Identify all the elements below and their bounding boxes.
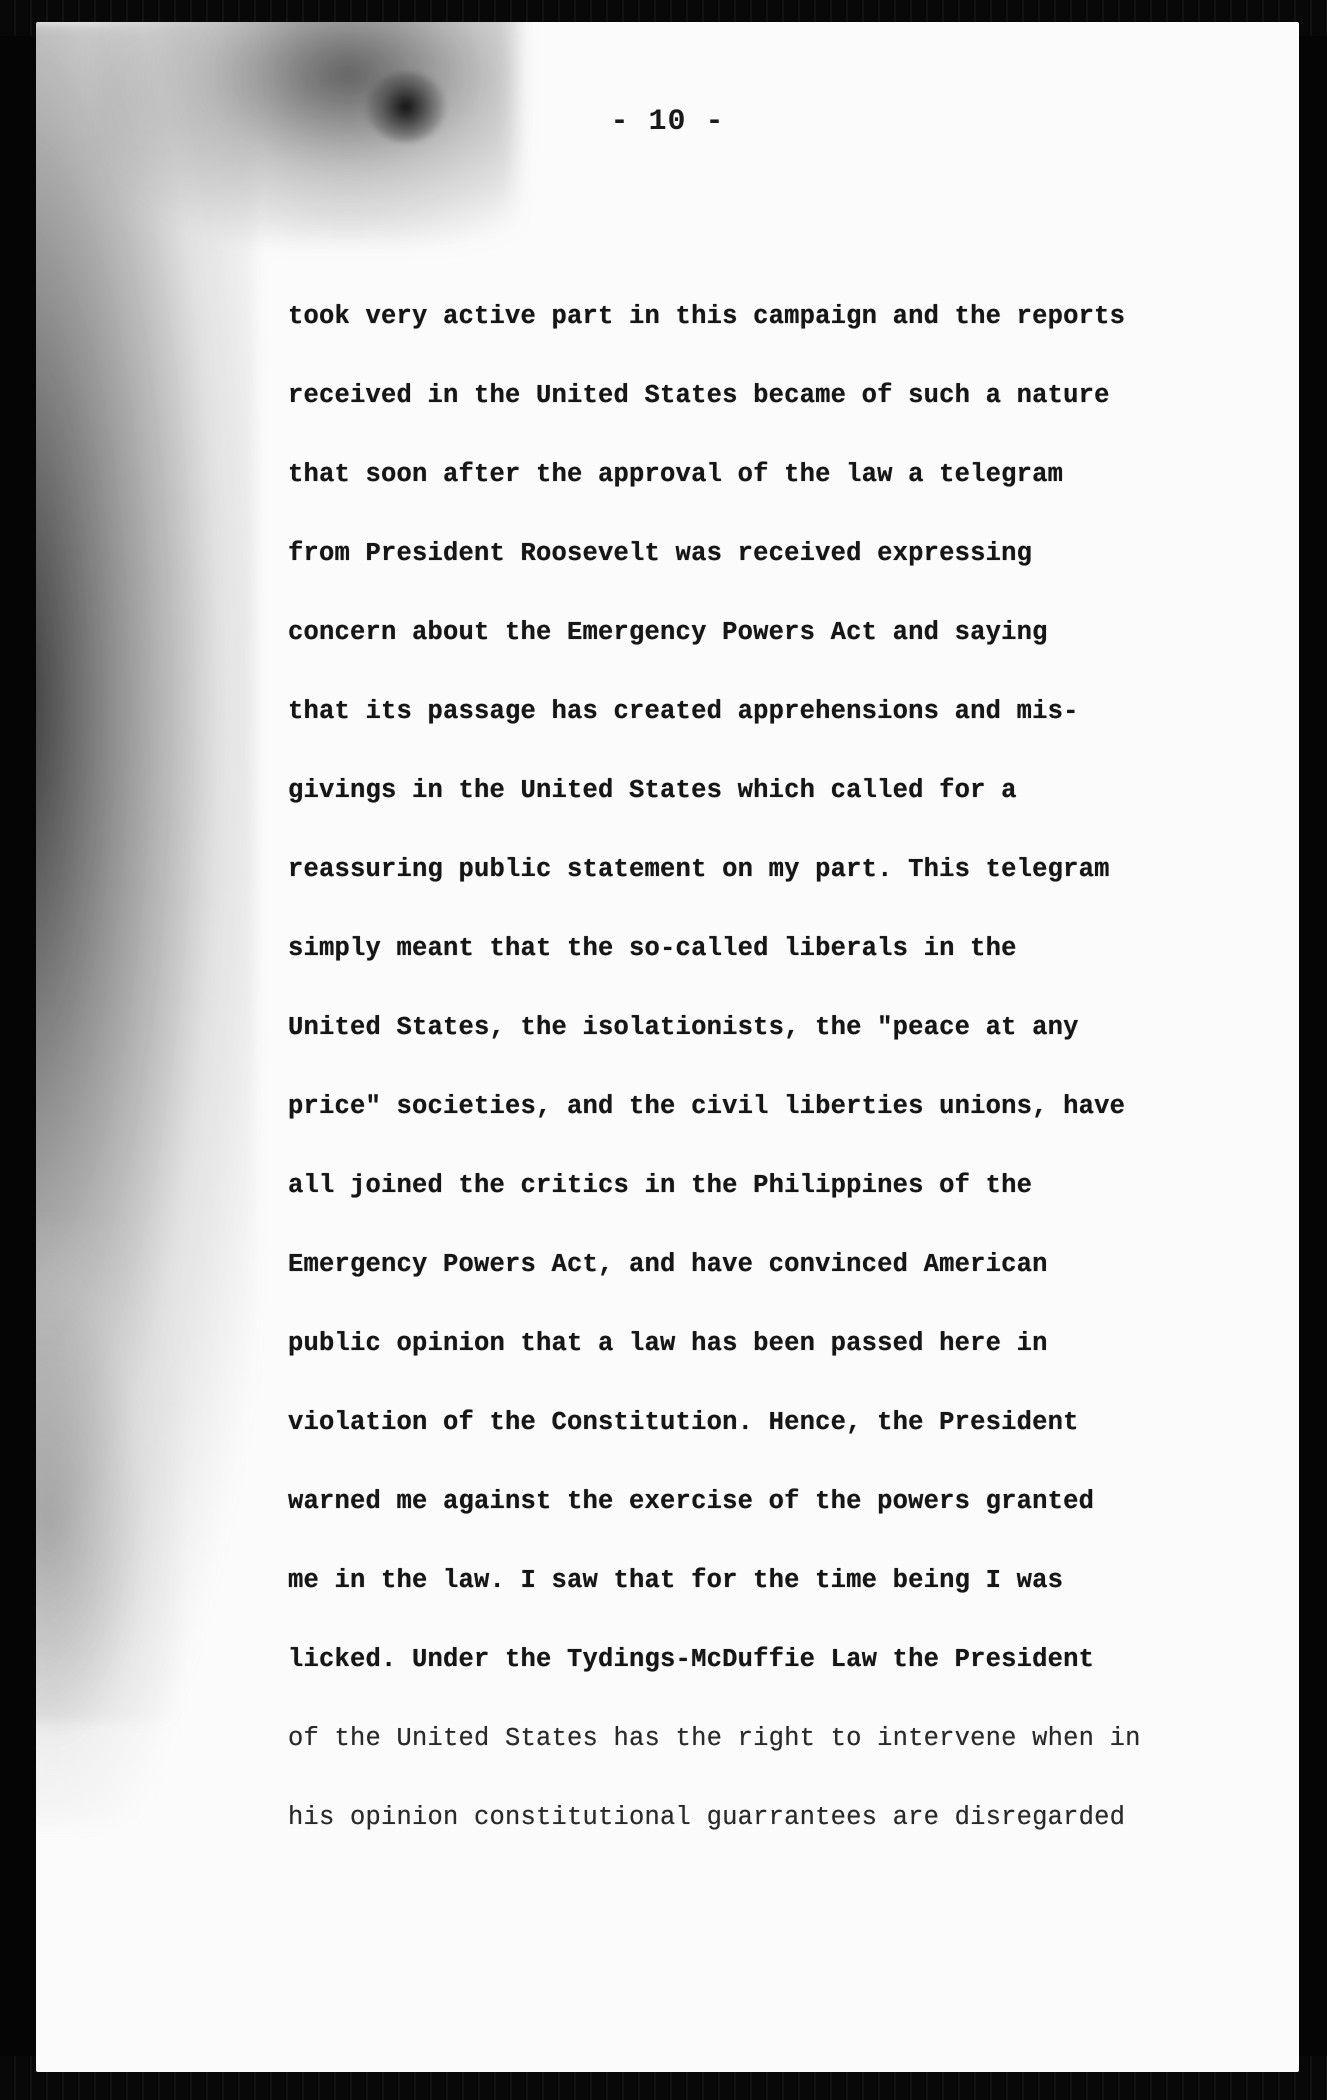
text-line: givings in the United States which called for a <box>288 776 1017 805</box>
text-line: reassuring public statement on my part. This telegram <box>288 855 1110 884</box>
page-number: - 10 - <box>610 105 725 139</box>
text-line: took very active part in this campaign and the reports <box>288 302 1126 331</box>
text-line: his opinion constitutional guarrantees are disregarded <box>288 1803 1126 1832</box>
text-line: United States, the isolationists, the "peace at any <box>288 1013 1079 1042</box>
text-line: violation of the Constitution. Hence, the President <box>288 1408 1079 1437</box>
text-line: of the United States has the right to intervene when in <box>288 1724 1141 1753</box>
text-line: Emergency Powers Act, and have convinced American <box>288 1250 1048 1279</box>
text-line: warned me against the exercise of the powers granted <box>288 1487 1095 1516</box>
text-line: price" societies, and the civil liberties unions, have <box>288 1092 1126 1121</box>
text-line: public opinion that a law has been passed here in <box>288 1329 1048 1358</box>
text-line: that its passage has created apprehensions and mis- <box>288 697 1079 726</box>
scan-smudge-lower <box>36 1222 176 1822</box>
text-line: that soon after the approval of the law a telegram <box>288 460 1064 489</box>
typed-body-text <box>288 300 1208 1880</box>
text-line: simply meant that the so-called liberals in the <box>288 934 1017 963</box>
text-line: all joined the critics in the Philippines of the <box>288 1171 1033 1200</box>
document-page <box>36 22 1299 2072</box>
text-line: concern about the Emergency Powers Act and saying <box>288 618 1048 647</box>
text-line: from President Roosevelt was received expressing <box>288 539 1033 568</box>
text-line: licked. Under the Tydings-McDuffie Law the President <box>288 1645 1095 1674</box>
text-line: received in the United States became of such a nature <box>288 381 1110 410</box>
text-line: me in the law. I saw that for the time being I was <box>288 1566 1064 1595</box>
